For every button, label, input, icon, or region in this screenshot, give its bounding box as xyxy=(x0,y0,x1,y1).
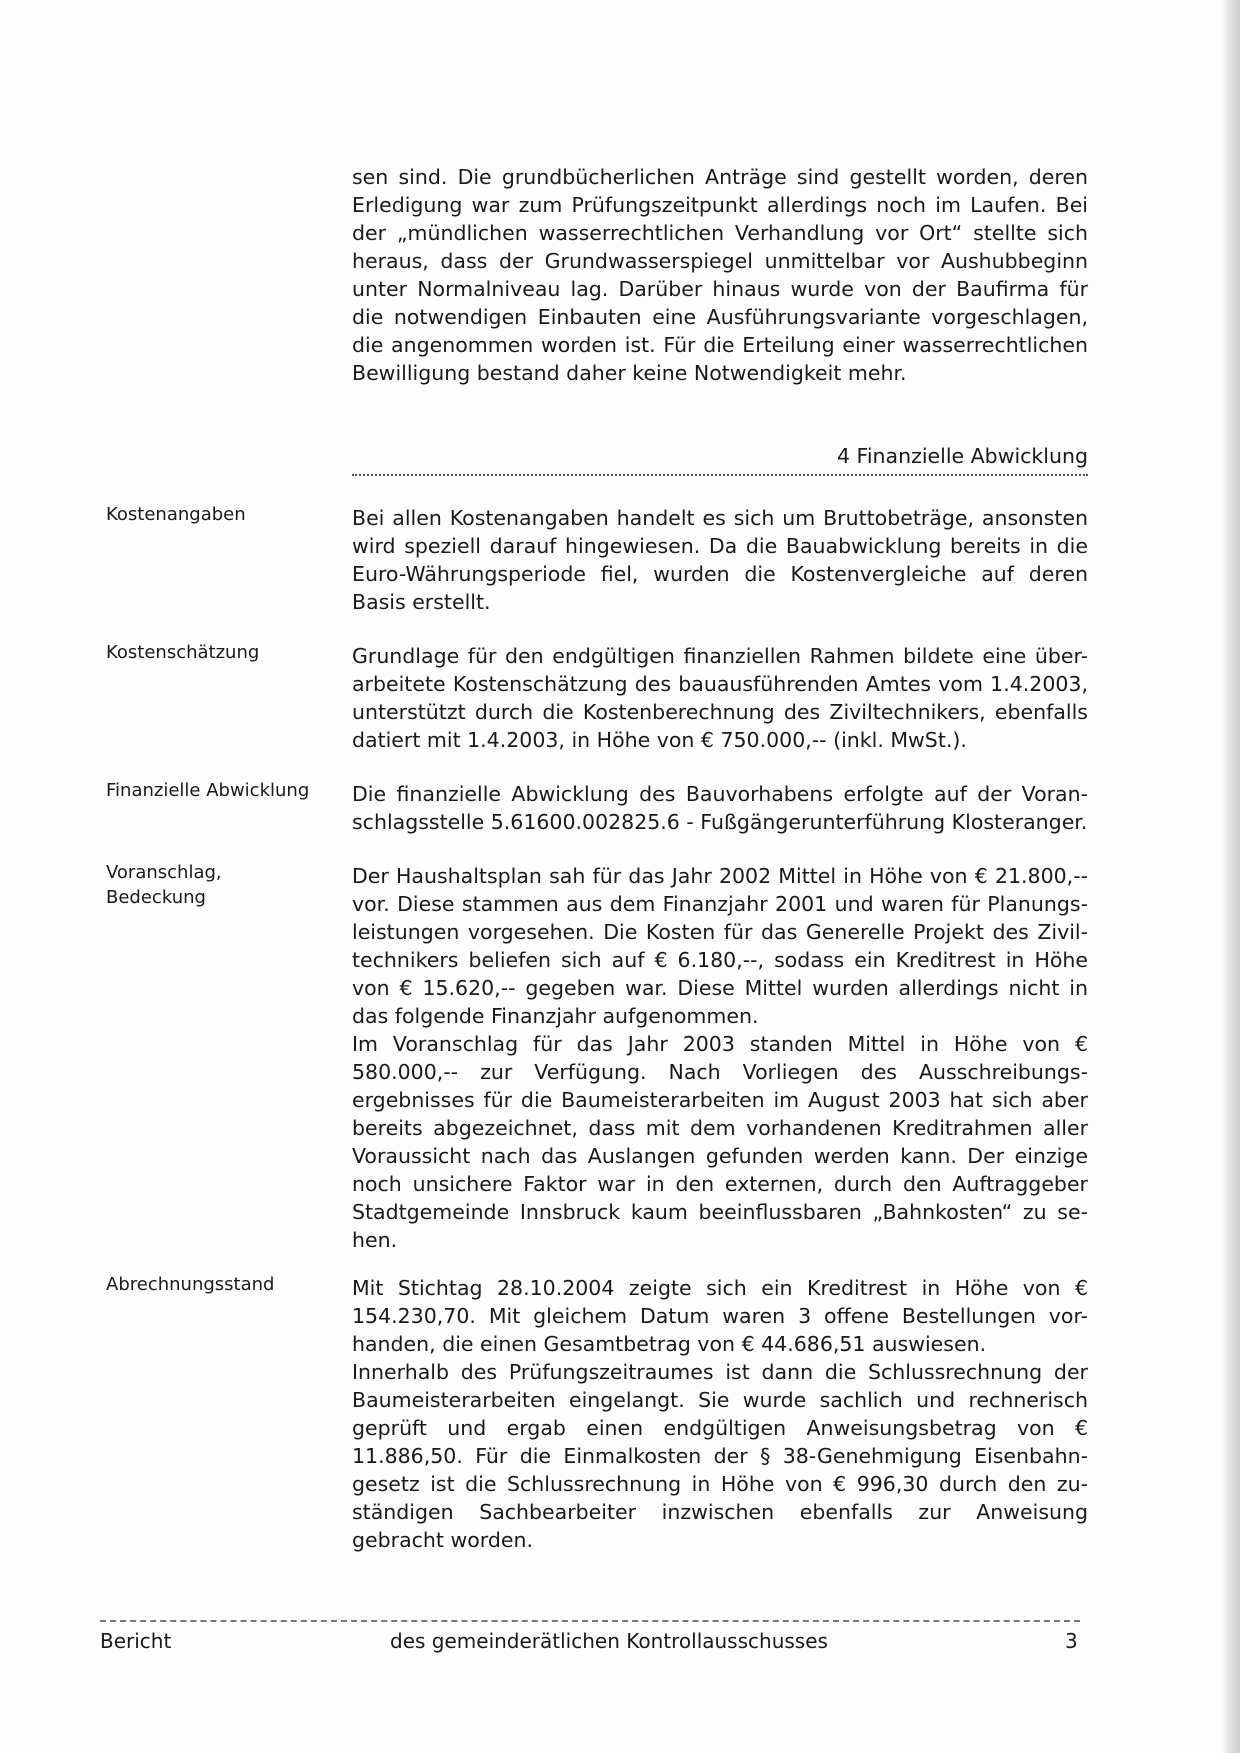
section-body-kostenschaetzung xyxy=(352,642,1088,754)
scan-edge-shadow xyxy=(1222,0,1240,1753)
footer-center: des gemeinderätlichen Kontrollausschusses xyxy=(390,1629,828,1653)
paragraph: Bei allen Kostenangaben handelt es sich um Bruttobeträge, ansonsten wird speziell darauf hingewiesen. Da die Bauabwicklung bereits in die Euro-Währungsperiode fiel, wurden die Kostenvergleiche auf deren Basis erstellt. xyxy=(352,506,1088,614)
side-label-finanzielle-abwicklung: Finanzielle Abwicklung xyxy=(106,780,310,801)
paragraph: Mit Stichtag 28.10.2004 zeigte sich ein Kreditrest in Höhe von € 154.230,70. Mit gleichem Datum waren 3 offene Bestellungen vor-handen, die einen Gesamtbetrag von € 44.686,51 auswiesen. xyxy=(352,1276,1088,1356)
side-label-kostenangaben: Kostenangaben xyxy=(106,504,246,525)
side-label-voranschlag-bedeckung: Voranschlag, Bedeckung xyxy=(106,862,222,908)
paragraph: Innerhalb des Prüfungszeitraumes ist dann die Schlussrechnung der Baumeisterarbeiten eingelangt. Sie wurde sachlich und rechnerisch geprüft und ergab einen endgültigen Anweisungsbetrag von € 11.886,50. Für die Einmalkosten der § 38-Genehmigung Eisenbahn-gesetz ist die Schlussrechnung in Höhe von € 996,30 durch den zu-ständigen Sachbearbeiter inzwischen ebenfalls zur Anweisung gebracht worden. xyxy=(352,1360,1088,1552)
section-body-kostenangaben xyxy=(352,504,1088,616)
section-body-finanzielle-abwicklung xyxy=(352,780,1088,836)
footer-rule xyxy=(100,1620,1080,1622)
paragraph: Grundlage für den endgültigen finanziellen Rahmen bildete eine über-arbeitete Kostenschätzung des bauausführenden Amtes vom 1.4.2003, unterstützt durch die Kostenberechnung des Ziviltechnikers, ebenfalls datiert mit 1.4.2003, in Höhe von € 750.000,-- (inkl. MwSt.). xyxy=(352,644,1088,752)
section-body-voranschlag xyxy=(352,862,1088,1254)
footer-left: Bericht xyxy=(100,1629,172,1653)
page-number: 3 xyxy=(1065,1629,1078,1653)
side-label-abrechnungsstand: Abrechnungsstand xyxy=(106,1274,275,1295)
paragraph: Die finanzielle Abwicklung des Bauvorhabens erfolgte auf der Voran-schlagsstelle 5.61600.002825.6 - Fußgängerunterführung Klosteranger. xyxy=(352,782,1088,834)
intro-paragraph: sen sind. Die grundbücherlichen Anträge sind gestellt worden, deren Erledigung war zum Prüfungszeitpunkt allerdings noch im Laufen. Bei der „mündlichen wasserrechtlichen Verhandlung vor Ort“ stellte sich heraus, dass der Grundwasserspiegel unmittelbar vor Aushubbeginn unter Normalniveau lag. Darüber hinaus wurde von der Baufirma für die notwendigen Einbauten eine Ausführungsvariante vorgeschlagen, die angenommen worden ist. Für die Erteilung einer wasserrechtlichen Bewilligung bestand daher keine Notwendigkeit mehr. xyxy=(352,165,1088,385)
paragraph: Der Haushaltsplan sah für das Jahr 2002 Mittel in Höhe von € 21.800,-- vor. Diese stammen aus dem Finanzjahr 2001 und waren für Planungs-leistungen vorgesehen. Die Kosten für das Generelle Projekt des Zivil-technikers beliefen sich auf € 6.180,--, sodass ein Kreditrest in Höhe von € 15.620,-- gegeben war. Diese Mittel wurden allerdings nicht in das folgende Finanzjahr aufgenommen. xyxy=(352,864,1088,1028)
side-label-kostenschaetzung: Kostenschätzung xyxy=(106,642,260,663)
section-heading: 4 Finanzielle Abwicklung xyxy=(352,442,1088,476)
section-body-abrechnungsstand xyxy=(352,1274,1088,1554)
paragraph: Im Voranschlag für das Jahr 2003 standen Mittel in Höhe von € 580.000,-- zur Verfügung. Nach Vorliegen des Ausschreibungs-ergebnisses für die Baumeisterarbeiten im August 2003 hat sich aber bereits abgezeichnet, dass mit dem vorhandenen Kreditrahmen aller Voraussicht nach das Auslangen gefunden werden kann. Der einzige noch unsichere Faktor war in den externen, durch den Auftraggeber Stadtgemeinde Innsbruck kaum beeinflussbaren „Bahnkosten“ zu se-hen. xyxy=(352,1032,1088,1252)
